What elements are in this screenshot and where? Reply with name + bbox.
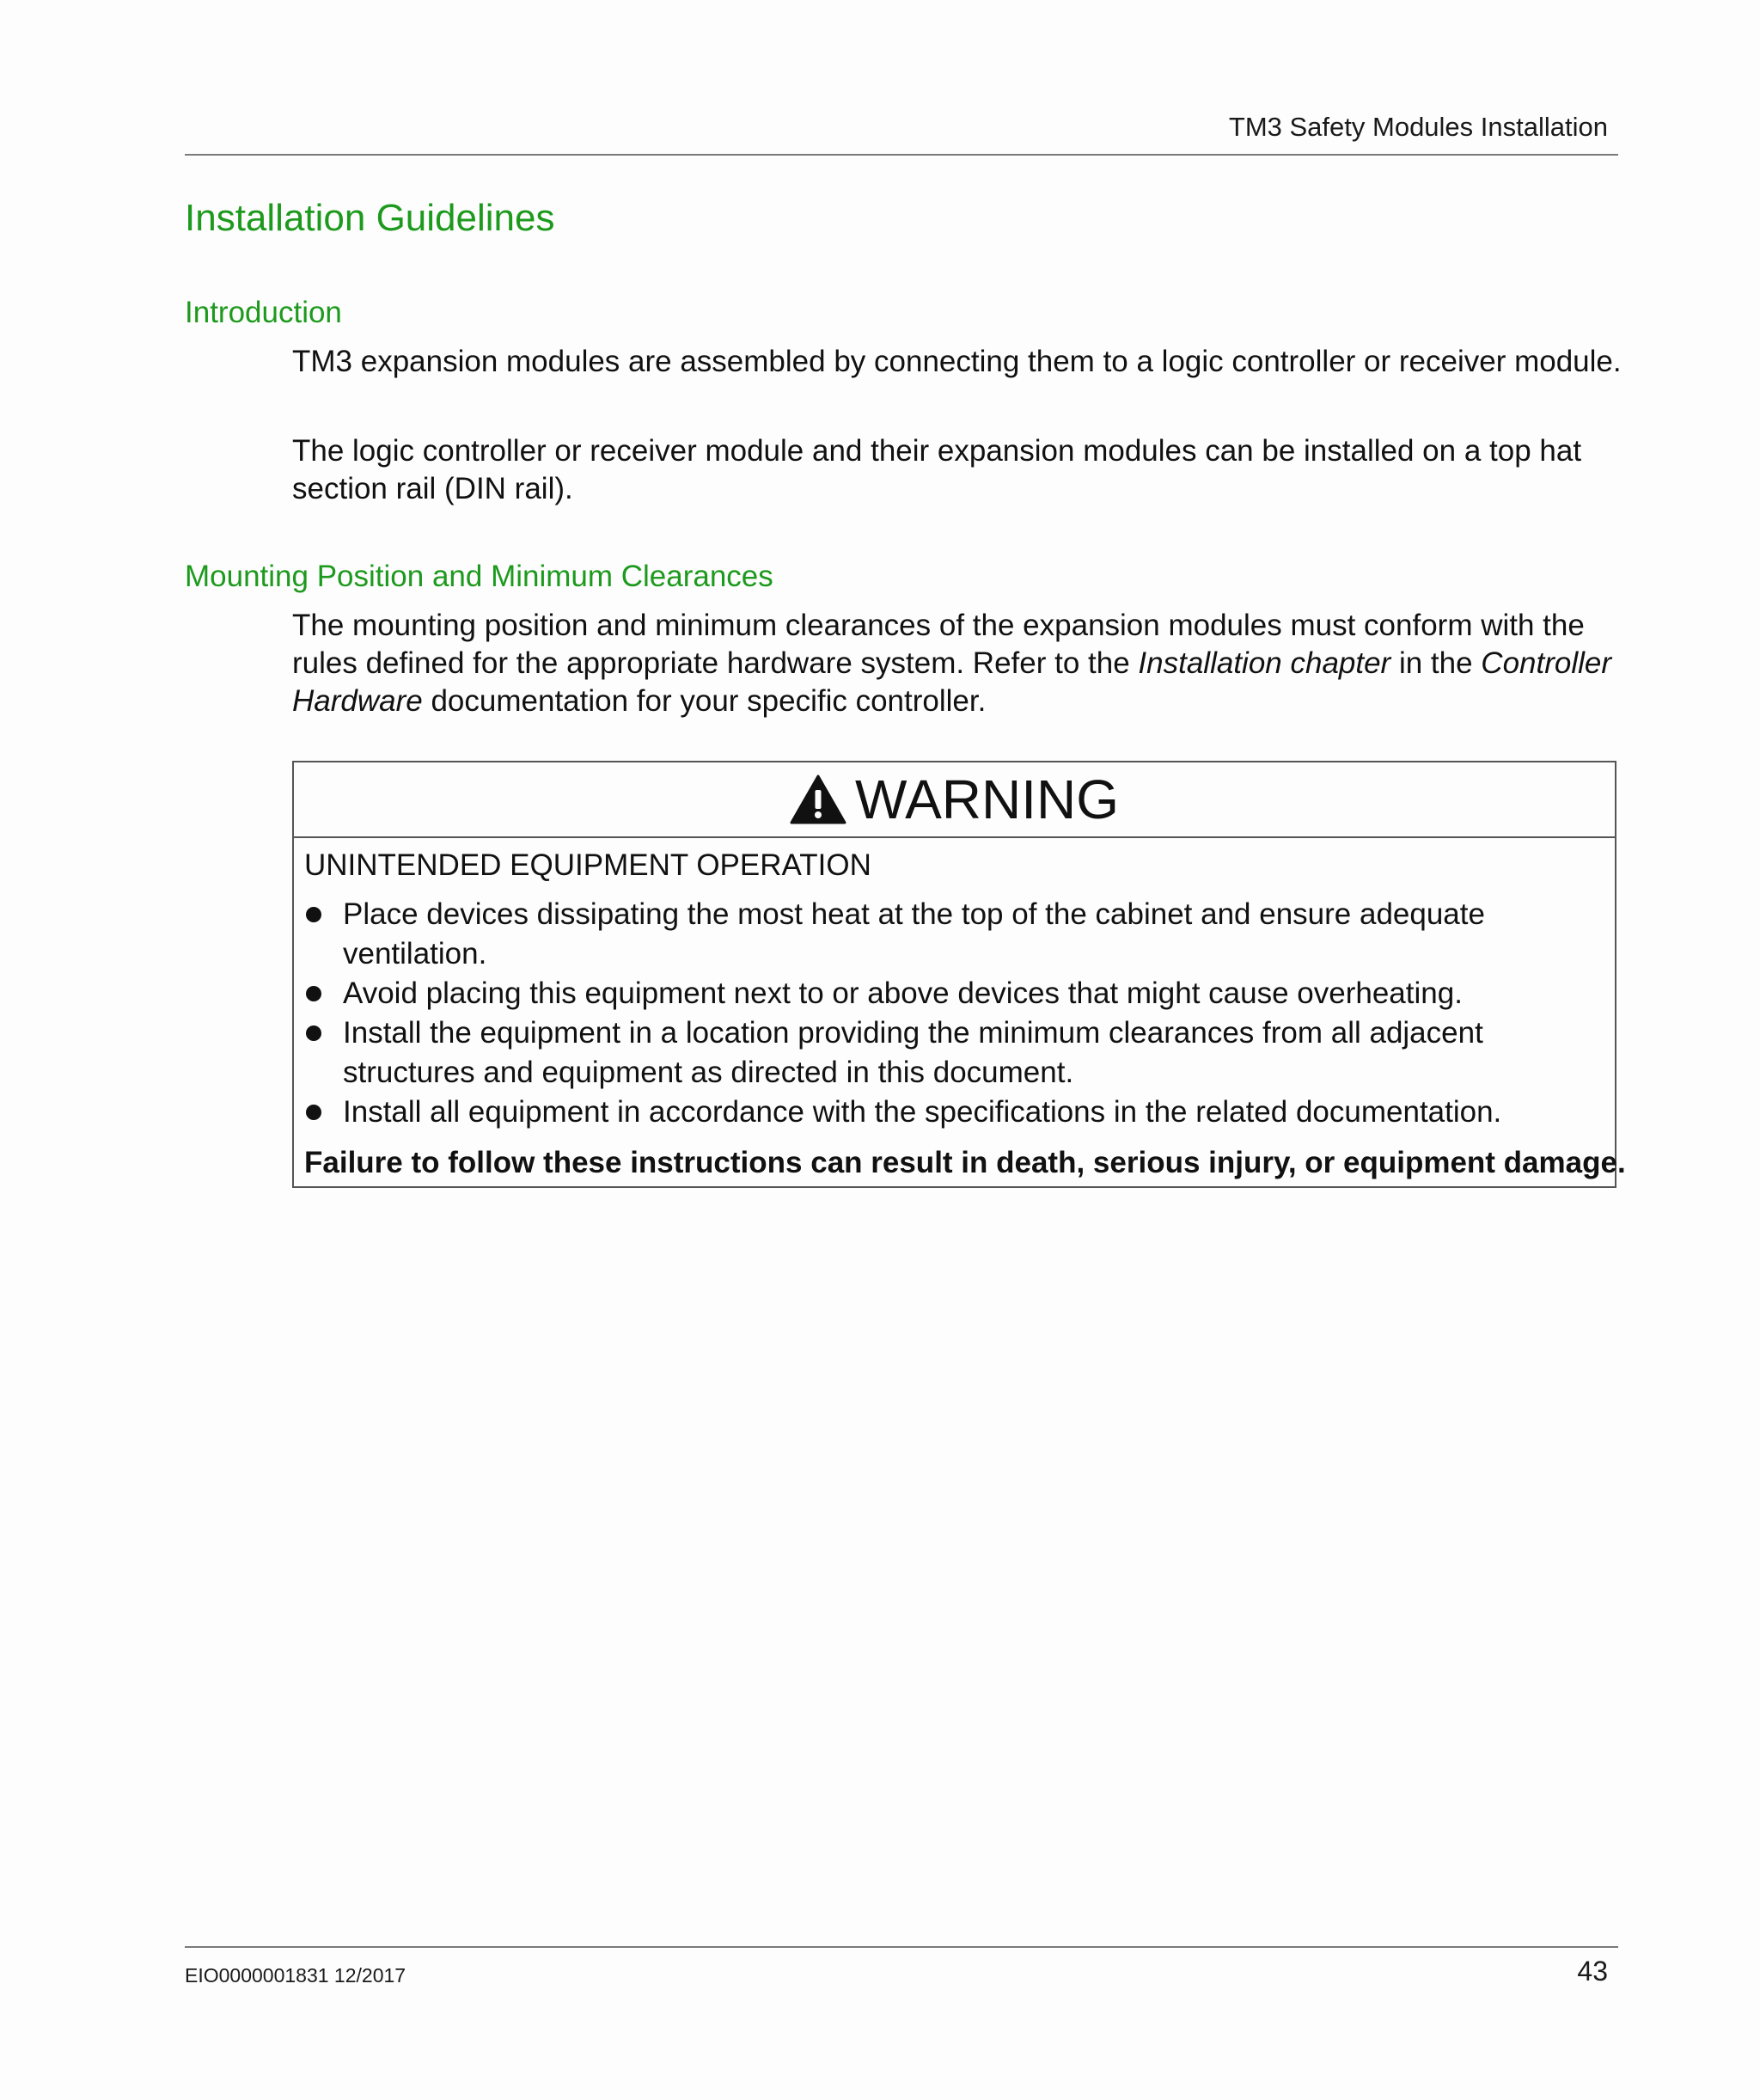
warning-bullet [304, 1093, 1604, 1132]
warning-consequence: Failure to follow these instructions can result in death, serious injury, or equipment damage. [304, 1146, 1626, 1179]
warning-box [292, 761, 1626, 1188]
mounting-text-3: documentation for your specific controller. [422, 684, 987, 718]
bullet-dot-icon [306, 1026, 321, 1041]
running-header: TM3 Safety Modules Installation [1228, 112, 1608, 142]
warning-triangle-icon [790, 774, 846, 824]
mounting-heading: Mounting Position and Minimum Clearances [185, 560, 773, 593]
hazard-statement: UNINTENDED EQUIPMENT OPERATION [304, 848, 871, 882]
warning-bullet [304, 974, 1604, 1013]
warning-bullet-text: Install all equipment in accordance with the specifications in the related documentation. [343, 1095, 1502, 1129]
footer-rule [185, 1946, 1618, 1948]
section-title: Installation Guidelines [185, 197, 555, 239]
warning-bullet-text: Avoid placing this equipment next to or above devices that might cause overheating. [343, 977, 1463, 1010]
footer-document-reference: EIO0000001831 12/2017 [185, 1964, 406, 1987]
warning-bullet [304, 895, 1604, 974]
mounting-text-2: in the [1390, 646, 1482, 680]
warning-bullet-text: Place devices dissipating the most heat at the top of the cabinet and ensure adequate ventilation. [343, 897, 1485, 970]
page-number: 43 [1577, 1956, 1608, 1987]
warning-header [294, 762, 1615, 838]
mounting-text-1: The mounting position and minimum clearances of the expansion modules must conform with the rules defined for the appropriate hardware system. Refer to the [292, 609, 1585, 680]
warning-bullet [304, 1013, 1604, 1093]
bullet-dot-icon [306, 907, 321, 922]
warning-bullet-text: Install the equipment in a location providing the minimum clearances from all adjacent structures and equipment as directed in this document. [343, 1016, 1483, 1089]
header-rule [185, 154, 1618, 156]
bullet-dot-icon [306, 986, 321, 1001]
installation-chapter-reference: Installation chapter [1138, 646, 1391, 680]
introduction-paragraph-2: The logic controller or receiver module and their expansion modules can be installed on a top hat section rail (DIN rail). [292, 434, 1582, 505]
warning-body [294, 847, 1626, 1182]
controller-hardware-reference: Controller Hardware [292, 646, 1612, 718]
warning-title: WARNING [855, 768, 1119, 830]
bullet-dot-icon [306, 1105, 321, 1120]
mounting-paragraph [292, 607, 1622, 720]
introduction-paragraph-1: TM3 expansion modules are assembled by connecting them to a logic controller or receiver module. [292, 345, 1622, 378]
introduction-heading: Introduction [185, 296, 342, 329]
warning-bullet-list [304, 895, 1604, 1132]
